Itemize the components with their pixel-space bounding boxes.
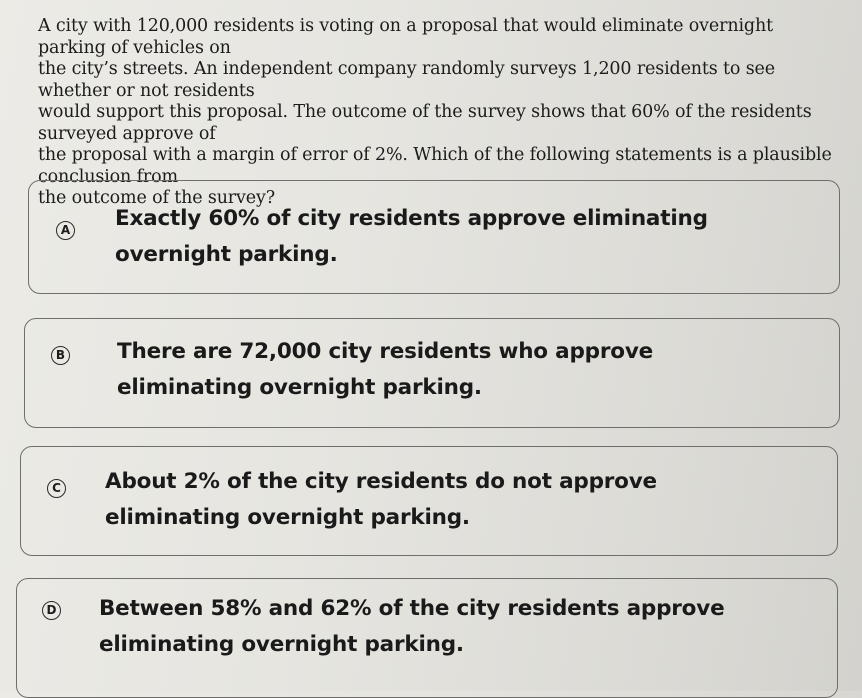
option-c-line: eliminating overnight parking. [105,505,470,530]
answer-option-c[interactable] [20,446,838,556]
question-line: the city’s streets. An independent company randomly surveys 1,200 residents to see whether or not residents [38,59,775,101]
option-d-line: Between 58% and 62% of the city residents approve [99,596,725,621]
option-a-line: Exactly 60% of city residents approve eliminating [115,206,708,231]
option-a-line: overnight parking. [115,242,338,267]
question-line: the outcome of the survey? [38,188,275,208]
option-a-text [115,201,708,273]
question-line: the proposal with a margin of error of 2%. Which of the following statements is a plausible conclusion from [38,145,832,187]
option-b-line: There are 72,000 city residents who approve [117,339,654,364]
answer-option-b[interactable] [24,318,840,428]
option-b-text [117,334,653,406]
option-letter-a-badge: A [56,221,75,240]
option-letter-d-badge: D [42,601,61,620]
question-line: A city with 120,000 residents is voting on a proposal that would eliminate overnight parking of vehicles on [38,16,773,58]
option-c-line: About 2% of the city residents do not approve [105,469,657,494]
option-d-text [99,591,724,663]
answer-option-a[interactable] [28,180,840,294]
question-line: would support this proposal. The outcome of the survey shows that 60% of the residents surveyed approve of [38,102,812,144]
option-c-text [105,464,657,536]
option-letter-b-badge: B [51,346,70,365]
option-letter-c-badge: C [47,479,66,498]
option-b-line: eliminating overnight parking. [117,375,482,400]
option-d-line: eliminating overnight parking. [99,632,464,657]
answer-option-d[interactable] [16,578,838,698]
